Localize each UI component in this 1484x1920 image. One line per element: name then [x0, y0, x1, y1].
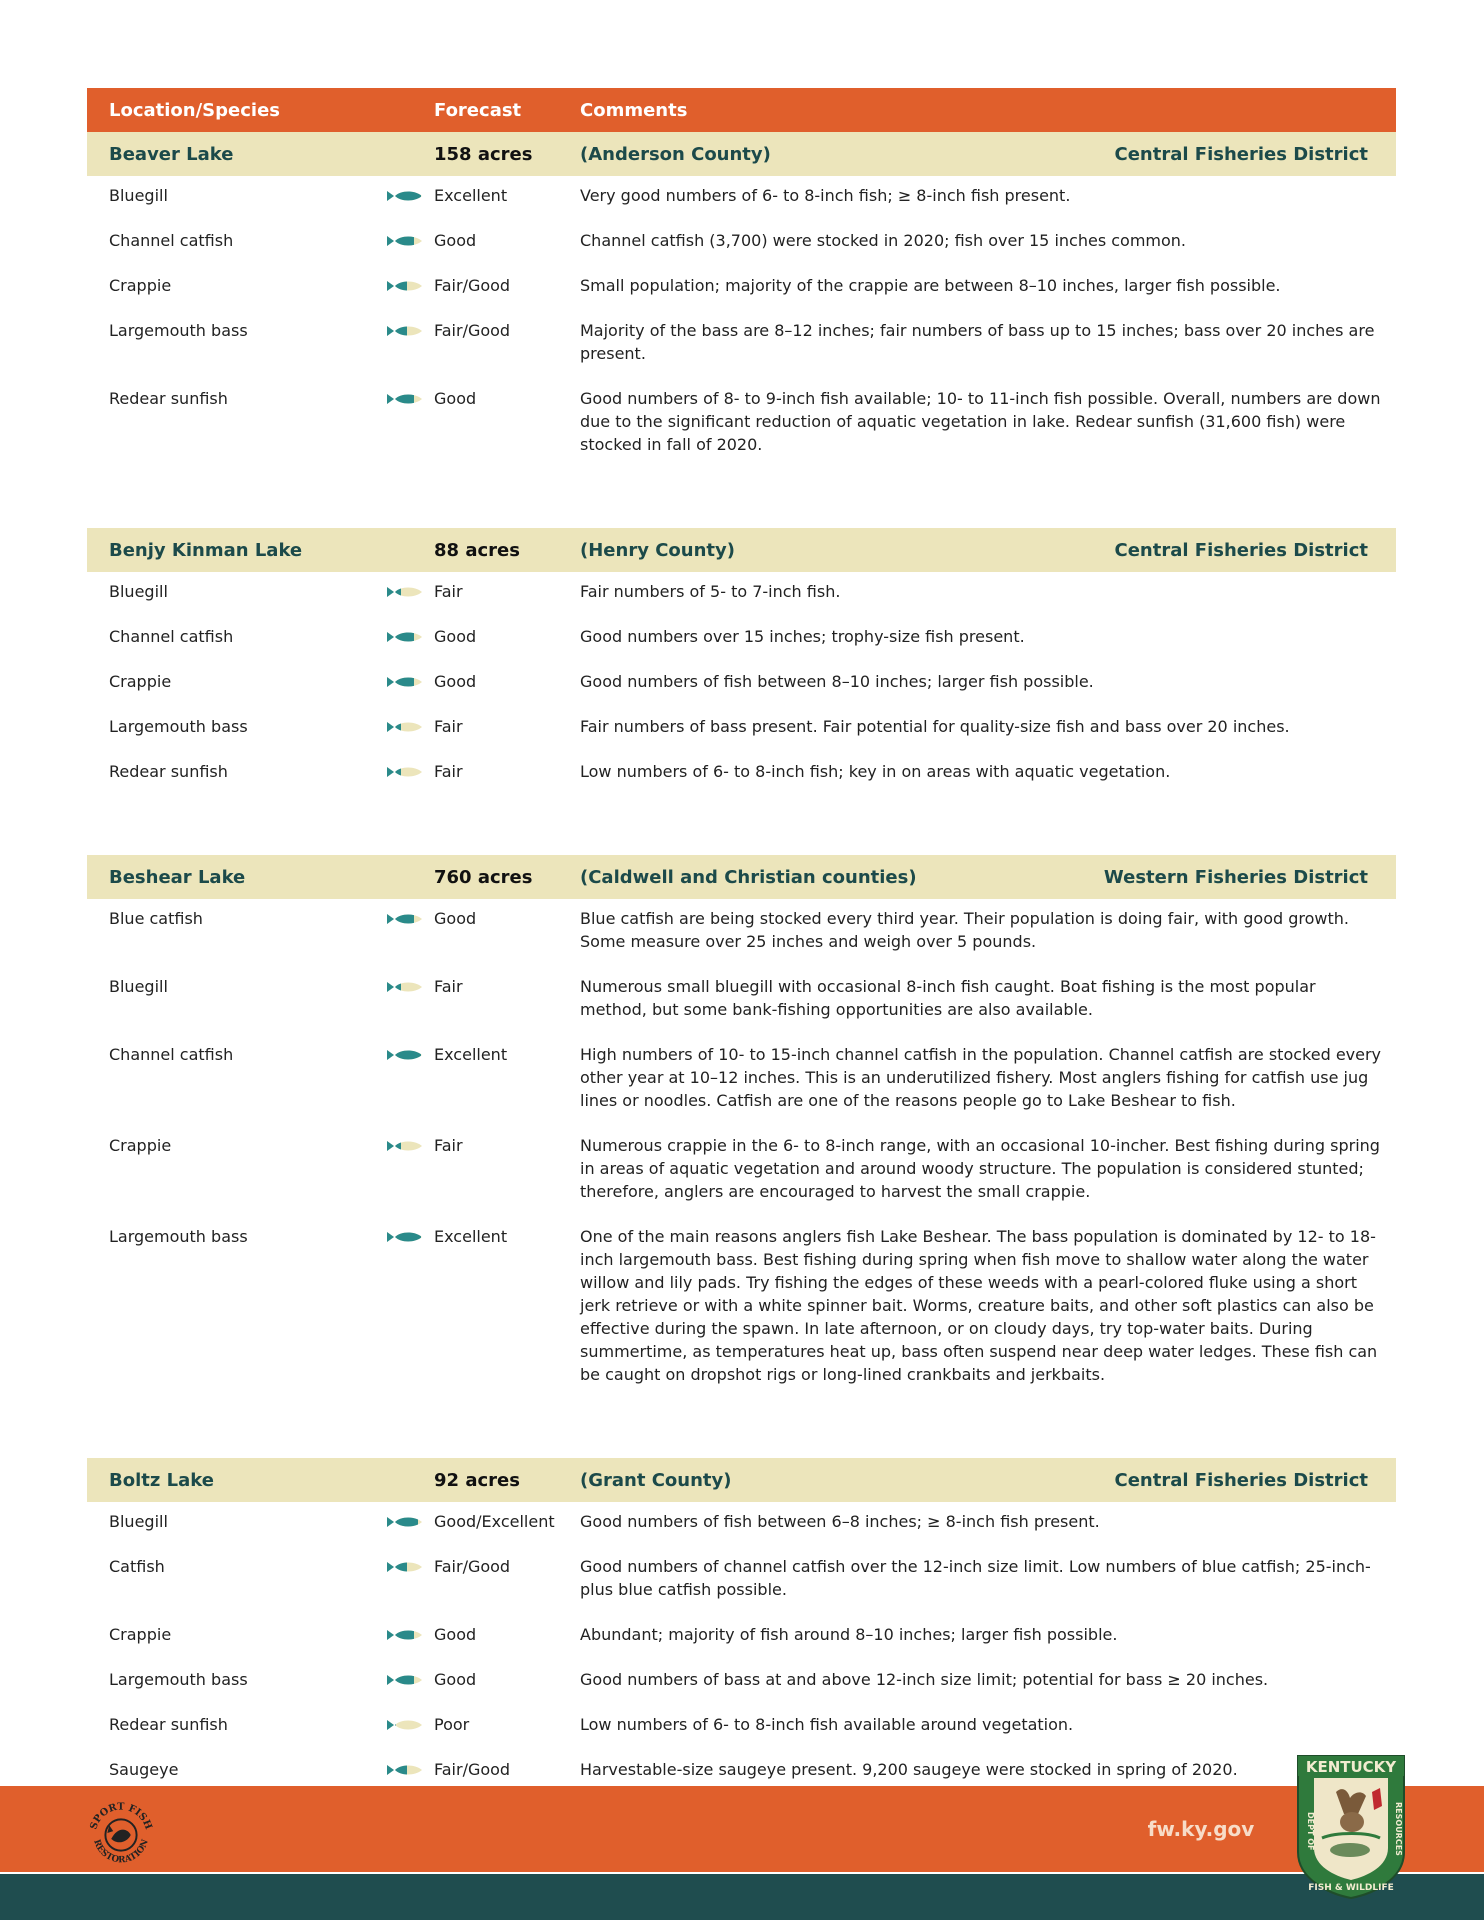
species-comment: Good numbers of fish between 6–8 inches; ≥ 8-inch fish present. — [580, 1512, 1100, 1531]
species-name: Crappie — [109, 276, 172, 295]
species-row — [87, 1547, 1396, 1615]
forecast-fish-icon — [387, 1561, 423, 1573]
species-forecast: Good — [434, 672, 477, 691]
species-comment: Abundant; majority of fish around 8–10 inches; larger fish possible. — [580, 1625, 1118, 1644]
species-row — [87, 572, 1396, 617]
species-comment: Good numbers over 15 inches; trophy-size fish present. — [580, 627, 1025, 646]
table-header — [87, 88, 1396, 132]
species-forecast: Fair/Good — [434, 321, 511, 340]
species-row — [87, 379, 1396, 470]
species-forecast: Fair — [434, 582, 463, 601]
species-row — [87, 1615, 1396, 1660]
svg-text:DEPT OF: DEPT OF — [1306, 1812, 1315, 1851]
lake-county: (Caldwell and Christian counties) — [580, 867, 917, 888]
forecast-fish-icon — [387, 280, 423, 292]
forecast-fish-icon — [387, 235, 423, 247]
lake-name: Beaver Lake — [109, 144, 234, 165]
species-row — [87, 176, 1396, 221]
species-comment: Low numbers of 6- to 8-inch fish available around vegetation. — [580, 1715, 1074, 1734]
species-name: Bluegill — [109, 582, 168, 601]
forecast-fish-icon — [387, 1049, 423, 1061]
lake-acres: 158 acres — [434, 144, 533, 165]
species-forecast: Fair — [434, 762, 463, 781]
footer-band — [0, 1786, 1484, 1872]
lake-county: (Anderson County) — [580, 144, 771, 165]
species-forecast: Fair — [434, 1136, 463, 1155]
forecast-fish-icon — [387, 1516, 423, 1528]
species-comment: Small population; majority of the crappie are between 8–10 inches, larger fish possible. — [580, 276, 1281, 295]
species-row — [87, 617, 1396, 662]
species-comment: Good numbers of bass at and above 12-inch size limit; potential for bass ≥ 20 inches. — [580, 1670, 1269, 1689]
forecast-fish-icon — [387, 190, 423, 202]
species-comment: Blue catfish are being stocked every third year. Their population is doing fair, with good growth. Some measure over 25 inches and weigh over 5 pounds. — [580, 909, 1349, 951]
svg-text:FISH & WILDLIFE: FISH & WILDLIFE — [1308, 1883, 1394, 1893]
forecast-fish-icon — [387, 631, 423, 643]
lake-acres: 88 acres — [434, 540, 520, 561]
lakes-container — [87, 132, 1396, 1795]
species-forecast: Good — [434, 231, 477, 250]
lake-district: Central Fisheries District — [1114, 1470, 1368, 1491]
species-name: Largemouth bass — [109, 1670, 248, 1689]
species-comment: Good numbers of 8- to 9-inch fish available; 10- to 11-inch fish possible. Overall, numbers are down due to the significant reduction of aquatic vegetation in lake. Redear sunfish (31,600 fish) were stocked in fall of 2020. — [580, 389, 1381, 454]
lake-district: Central Fisheries District — [1114, 144, 1368, 165]
species-forecast: Good — [434, 1670, 477, 1689]
species-name: Crappie — [109, 1136, 172, 1155]
species-name: Crappie — [109, 672, 172, 691]
species-forecast: Good — [434, 909, 477, 928]
header-forecast: Forecast — [434, 100, 522, 121]
lake-header — [87, 132, 1396, 176]
species-name: Bluegill — [109, 977, 168, 996]
forecast-fish-icon — [387, 1764, 423, 1776]
species-name: Channel catfish — [109, 1045, 234, 1064]
species-row — [87, 1502, 1396, 1547]
species-row — [87, 662, 1396, 707]
svg-text:RESTORATION: RESTORATION — [91, 1838, 151, 1866]
species-name: Redear sunfish — [109, 762, 228, 781]
forecast-fish-icon — [387, 676, 423, 688]
lake-section — [87, 855, 1396, 1400]
header-comments: Comments — [580, 100, 688, 121]
svg-text:KENTUCKY: KENTUCKY — [1305, 1758, 1397, 1776]
forecast-fish-icon — [387, 721, 423, 733]
species-forecast: Fair/Good — [434, 1760, 511, 1779]
species-row — [87, 221, 1396, 266]
lake-header — [87, 855, 1396, 899]
lake-section — [87, 132, 1396, 470]
species-comment: Numerous crappie in the 6- to 8-inch range, with an occasional 10-incher. Best fishing during spring in areas of aquatic vegetation and around woody structure. The population is considered stunted; therefore, anglers are encouraged to harvest the small crappie. — [580, 1136, 1380, 1201]
species-comment: Majority of the bass are 8–12 inches; fair numbers of bass up to 15 inches; bass over 20 inches are present. — [580, 321, 1375, 363]
species-row — [87, 1217, 1396, 1400]
species-comment: Very good numbers of 6- to 8-inch fish; ≥ 8-inch fish present. — [580, 186, 1071, 205]
forecast-fish-icon — [387, 1629, 423, 1641]
lake-district: Central Fisheries District — [1114, 540, 1368, 561]
svg-text:RESOURCES: RESOURCES — [1394, 1802, 1403, 1856]
forecast-fish-icon — [387, 586, 423, 598]
species-name: Largemouth bass — [109, 321, 248, 340]
sport-fish-restoration-logo — [82, 1796, 160, 1874]
species-comment: Fair numbers of 5- to 7-inch fish. — [580, 582, 841, 601]
lake-header — [87, 1458, 1396, 1502]
footer-bottom-band — [0, 1874, 1484, 1920]
species-comment: Fair numbers of bass present. Fair potential for quality-size fish and bass over 20 inches. — [580, 717, 1290, 736]
species-name: Catfish — [109, 1557, 165, 1576]
species-name: Saugeye — [109, 1760, 179, 1779]
species-comment: One of the main reasons anglers fish Lake Beshear. The bass population is dominated by 12- to 18-inch largemouth bass. Best fishing during spring when fish move to shallow water along the water willow and lily pads. Try fishing the edges of these weeds with a pearl-colored fluke using a short jerk retrieve or with a white spinner bait. Worms, creature baits, and other soft plastics can also be effective during the spawn. In late afternoon, or on cloudy days, try top-water baits. During summertime, as temperatures heat up, bass often suspend near deep water ledges. These fish can be caught on dropshot rigs or long-lined crankbaits and jerkbaits. — [580, 1227, 1378, 1384]
species-name: Blue catfish — [109, 909, 203, 928]
species-forecast: Fair — [434, 977, 463, 996]
species-forecast: Poor — [434, 1715, 470, 1734]
lake-acres: 760 acres — [434, 867, 533, 888]
forecast-fish-icon — [387, 913, 423, 925]
species-name: Largemouth bass — [109, 717, 248, 736]
species-forecast: Fair/Good — [434, 276, 511, 295]
forecast-fish-icon — [387, 1674, 423, 1686]
species-row — [87, 1705, 1396, 1750]
lake-section — [87, 1458, 1396, 1795]
lake-section — [87, 528, 1396, 797]
species-name: Channel catfish — [109, 627, 234, 646]
species-comment: Good numbers of channel catfish over the 12-inch size limit. Low numbers of blue catfish; 25-inch-plus blue catfish possible. — [580, 1557, 1371, 1599]
species-name: Crappie — [109, 1625, 172, 1644]
lake-name: Beshear Lake — [109, 867, 246, 888]
species-forecast: Good — [434, 389, 477, 408]
species-name: Redear sunfish — [109, 1715, 228, 1734]
species-name: Redear sunfish — [109, 389, 228, 408]
lake-name: Boltz Lake — [109, 1470, 214, 1491]
species-name: Channel catfish — [109, 231, 234, 250]
species-name: Bluegill — [109, 1512, 168, 1531]
species-row — [87, 266, 1396, 311]
forecast-fish-icon — [387, 766, 423, 778]
kentucky-fish-wildlife-logo — [1292, 1752, 1410, 1900]
species-forecast: Excellent — [434, 186, 508, 205]
species-row — [87, 1126, 1396, 1217]
forecast-fish-icon — [387, 1719, 423, 1731]
species-comment: High numbers of 10- to 15-inch channel catfish in the population. Channel catfish are stocked every other year at 10–12 inches. This is an underutilized fishery. Most anglers fishing for catfish use jug lines or noodles. Catfish are one of the reasons people go to Lake Beshear to fish. — [580, 1045, 1382, 1110]
website-url[interactable]: fw.ky.gov — [1147, 1817, 1255, 1841]
species-row — [87, 899, 1396, 967]
species-name: Bluegill — [109, 186, 168, 205]
lake-county: (Henry County) — [580, 540, 735, 561]
forecast-fish-icon — [387, 325, 423, 337]
species-row — [87, 707, 1396, 752]
lake-name: Benjy Kinman Lake — [109, 540, 303, 561]
lake-district: Western Fisheries District — [1103, 867, 1368, 888]
forecast-fish-icon — [387, 1231, 423, 1243]
species-forecast: Fair — [434, 717, 463, 736]
species-comment: Channel catfish (3,700) were stocked in 2020; fish over 15 inches common. — [580, 231, 1187, 250]
species-forecast: Fair/Good — [434, 1557, 511, 1576]
species-row — [87, 1035, 1396, 1126]
species-comment: Good numbers of fish between 8–10 inches; larger fish possible. — [580, 672, 1094, 691]
species-forecast: Good/Excellent — [434, 1512, 555, 1531]
forecast-fish-icon — [387, 393, 423, 405]
species-forecast: Good — [434, 627, 477, 646]
species-comment: Harvestable-size saugeye present. 9,200 saugeye were stocked in spring of 2020. — [580, 1760, 1238, 1779]
lake-header — [87, 528, 1396, 572]
forecast-table — [87, 88, 1396, 1853]
species-row — [87, 752, 1396, 797]
species-comment: Low numbers of 6- to 8-inch fish; key in on areas with aquatic vegetation. — [580, 762, 1171, 781]
forecast-fish-icon — [387, 981, 423, 993]
header-location-species: Location/Species — [109, 100, 280, 121]
species-forecast: Excellent — [434, 1045, 508, 1064]
species-row — [87, 967, 1396, 1035]
svg-text:SPORT FISH: SPORT FISH — [88, 1801, 154, 1832]
species-name: Largemouth bass — [109, 1227, 248, 1246]
species-row — [87, 311, 1396, 379]
species-forecast: Good — [434, 1625, 477, 1644]
lake-county: (Grant County) — [580, 1470, 732, 1491]
species-row — [87, 1660, 1396, 1705]
lake-acres: 92 acres — [434, 1470, 520, 1491]
forecast-fish-icon — [387, 1140, 423, 1152]
species-comment: Numerous small bluegill with occasional 8-inch fish caught. Boat fishing is the most popular method, but some bank-fishing opportunities are also available. — [580, 977, 1316, 1019]
species-forecast: Excellent — [434, 1227, 508, 1246]
